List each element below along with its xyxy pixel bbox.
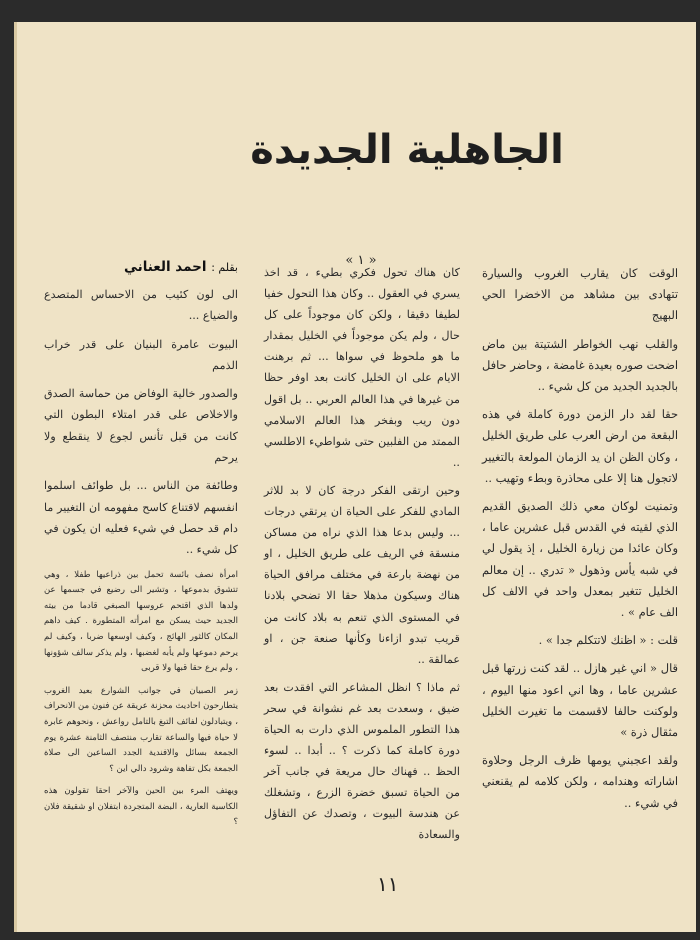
paragraph: ولقد اعجبني يومها ظرف الرجل وحلاوة اشاراته وهندامه ، ولكن كلامه لم يقنعني في شيء .. [482,753,678,810]
paragraph: ويهتف المرء بين الحين والآخر احقا تقولون هذه الكاسية العارية ، البضة المتجردة ابتفلان او شقيقة فلان ؟ [44,786,238,828]
byline [44,257,238,278]
paragraph: والصدور خالية الوفاض من حماسة الصدق والاخلاص على قدر امتلاء البطون التي كانت من قبل تأنس لجوع لا ينقطع ولا يرحم [44,387,238,465]
text-column-left [44,257,238,838]
paragraph: كان هناك تحول فكري بطيء ، قد اخذ يسري في العقول .. وكان هذا التحول خفيا لطيفا دقيقا ، ولكن كان موجوداً على كل حال ، ولم يكن موجوداً في الخليل بمقدار ما هو ملحوظ في سواها ... ثم برهنت الايام على ان الخليل كانت بعد اوفر حظا من غيرها في هذا العالم العربي .. بل اقول دون ريب وبفخر هذا العالم الاسلامي الممتد من الفلبين حتى شواطيء الاطلسي .. [264,266,460,469]
paragraph: ثم ماذا ؟ انظل المشاعر التي افقدت بعد ضيق ، وسعدت بعد غم نشوانة في سحر هذا التطور الملموس الذي دارت به الحياة دورة كاملة كما ذكرت ؟ .. أبدا .. لسوء الحظ .. فهناك حال مريعة في جانب آخر من الحياة تسبق خضرة الزرع ، وتشغلك عن هندسة البيوت ، وتصدك عن التفاؤل والسعادة [264,680,460,842]
article-title: الجاهلية الجديدة [250,127,564,173]
paragraph: امرأة نصف بائسة تحمل بين ذراعيها طفلا ، وهي تتشوق بدموعها ، وتشير الى رضيع في جسمها عن ولدها الذي اقتحم عروسها الصبغي قادما من بيته الجديد حيث يسكن مع امرأته المتطورة . كيف داهم المكان كالثور الهائج ، وكيف اوسعها ضربا ، وكيف لم يرحم دموعها ولم يأبه لغضبها ، ولم يذكر سالف شؤونها ، ولم يرع حقا قبها ولا قربى [44,569,238,674]
paragraph: والقلب نهب الخواطر الشتيتة بين ماض اضحت صوره بعيدة غامضة ، وحاضر حافل بالجديد الجديد من كل شيء .. [482,336,678,394]
byline-prefix: بقلم : [211,261,238,274]
paragraph: زمر الصبيان في جوانب الشوارع بعيد الغروب يتطارحون احاديث محزنة عريقة عن فنون من الانحراف ، ويتبادلون لفائف التبغ بالتامل رواعش ، ونحوهم عابرة لا حياة فيها والساعة تقارب منتصف الثامنة عشرة يوم الجمعة بسائل والافندية الجدد الساعين الى صلاة الجمعة بكل تفاهة وشرود دالي اين ؟ [44,685,238,774]
paragraph: البيوت عامرة البنيان على قدر خراب الذمم [44,337,238,372]
paragraph: الى لون كئيب من الاحساس المتصدع والضياع ... [44,288,238,323]
chapter-number: « ١ » [345,253,377,268]
magazine-page [14,22,696,932]
paragraph: وتمنيت لوكان معي ذلك الصديق القديم الذي لقيته في القدس قبل عشرين عاما ، وكان عائدا من زيارة الخليل ، إذ يقول لي في شبه يأس وذهول « تدري .. إن معالم الخليل تتغير بمعدل واحد في الالف كل الف عام » . [482,499,678,620]
author-name: احمد العناني [123,259,207,275]
text-column-middle [264,262,460,853]
text-column-right [482,263,678,821]
paragraph: وحين ارتقى الفكر درجة كان لا بد للاثر المادي للفكر على الحياة ان يرتقي درجات ... وليس بدعا هذا الذي نراه من مساكن منسقة في الريف على طريق الخليل ، او من نهضة بارعة في مختلف مرافق الحياة هناك وسيكون مذهلا حقا الا تضحي بلادنا في المستوى الذي تنعم به بلاد كانت من قريب تبدو ازاءنا وكأنها صنعة جن ، او عمالقة .. [264,483,460,666]
paragraph: قال « اني غير هازل .. لقد كنت زرتها قبل عشرين عاما ، وها اني اعود منها اليوم ، ولوكنت حالفا لاقسمت ما تغيرت الخليل مثقال ذرة » [482,661,678,740]
paragraph: حقا لقد دار الزمن دورة كاملة في هذه البقعة من ارض العرب على طريق الخليل ، وكان الظن ان يد الزمان المولعة بالتغيير لاتجول هنا إلا على محاذرة وبطء وتهيب .. [482,407,678,485]
paragraph: قلت : « اظنك لاتتكلم جدا » . [538,633,678,648]
paragraph: وطائفة من الناس ... بل طوائف اسلموا انفسهم لاقتناع كاسح مفهومه ان التغيير ما دام قد حصل في شيء فعليه ان يكون في كل شيء .. [44,479,238,557]
page-number: ١١ [377,872,399,896]
paragraph: الوقت كان يقارب الغروب والسيارة تتهادى بين مشاهد من الاخضرا الحي البهيج [482,266,678,323]
